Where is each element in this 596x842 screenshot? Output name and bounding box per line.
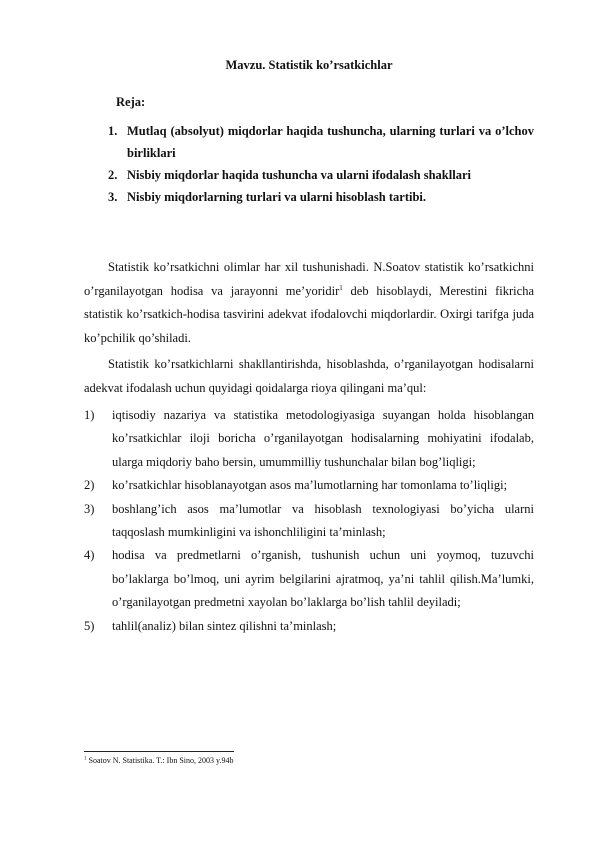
plan-item [108, 120, 534, 164]
rules-list [84, 404, 534, 638]
plan-item-text: Nisbiy miqdorlarning turlari va ularni hisoblash tartibi. [127, 190, 427, 204]
footnote-divider [84, 751, 234, 752]
plan-list [108, 120, 534, 208]
footnote [84, 756, 233, 765]
page-title: Mavzu. Statistik ko’rsatkichlar [225, 58, 393, 72]
footnote-text: Soatov N. Statistika. T.: Ibn Sino, 2003 y.94b [86, 756, 234, 765]
rule-number: 4) [84, 548, 95, 563]
rule-item [84, 404, 534, 474]
document-page [84, 0, 534, 842]
footnote-reference[interactable]: 1 [339, 283, 343, 292]
rule-item [84, 498, 534, 545]
rules-intro-paragraph: Statistik ko’rsatkichlarni shakllantirishda, hisoblashda, o’rganilayotgan hodisalarni adekvat ifodalash uchun quyidagi qoidalarga rioya qilingani ma’qul: [84, 357, 534, 395]
plan-item-number: 1. [108, 124, 118, 138]
plan-item-text: Mutlaq (absolyut) miqdorlar haqida tushuncha, ularning turlari va o’lchov birliklari [127, 124, 534, 160]
rule-text: boshlang’ich asos ma’lumotlar va hisoblash texnologiyasi bo’yicha ularni taqqoslash mumkinligini va ishonchliligini ta’minlash; [112, 501, 534, 540]
plan-item-text: Nisbiy miqdorlar haqida tushuncha va ularni ifodalash shakllari [127, 168, 471, 182]
rule-item [84, 544, 534, 614]
rule-number: 3) [84, 501, 95, 516]
footnote-number: 1 [84, 756, 87, 762]
intro-text-continued: deb hisoblaydi, Merestini fikricha statistik ko’rsatkich-hodisa tasvirini adekvat ifodalovchi miqdorlardir. Oxirgi tarifga juda ko’pchilik qo’shiladi. [84, 283, 534, 345]
plan-item [108, 164, 534, 186]
rule-text: iqtisodiy nazariya va statistika metodologiyasiga suyangan holda hisoblangan ko’rsatkichlar iloji boricha o’rganilayotgan hodisalarning mohiyatini ifodalab, ularga miqdoriy baho bersin, umummilliy tushunchalar bilan bog’liqligi; [112, 408, 534, 469]
rule-text: ko’rsatkichlar hisoblanayotgan asos ma’lumotlarning har tomonlama to’liqligi; [112, 478, 508, 493]
rule-text: tahlil(analiz) bilan sintez qilishni ta’minlash; [112, 618, 337, 633]
plan-item [108, 186, 534, 208]
rule-item [84, 615, 534, 638]
rule-number: 2) [84, 478, 95, 493]
rule-number: 1) [84, 408, 95, 422]
plan-item-number: 2. [108, 168, 118, 182]
intro-text: Statistik ko’rsatkichni olimlar har xil tushunishadi. N.Soatov statistik ko’rsatkichni o’rganilayotgan hodisa va jarayonni me’yoridir [84, 260, 534, 298]
rule-text: hodisa va predmetlarni o’rganish, tushunish uchun uni yoymoq, tuzuvchi bo’laklarga bo’lmoq, uni ayrim belgilarini ajratmoq, ya’ni tahlil qilish.Ma’lumki, o’rganilayotgan predmetni xayolan bo’laklarga bo’lish tahlil deyiladi; [112, 548, 534, 610]
plan-heading: Reja: [116, 95, 146, 109]
plan-item-number: 3. [108, 190, 118, 204]
intro-paragraph [84, 256, 534, 350]
rule-item [84, 474, 534, 497]
rule-number: 5) [84, 618, 95, 633]
